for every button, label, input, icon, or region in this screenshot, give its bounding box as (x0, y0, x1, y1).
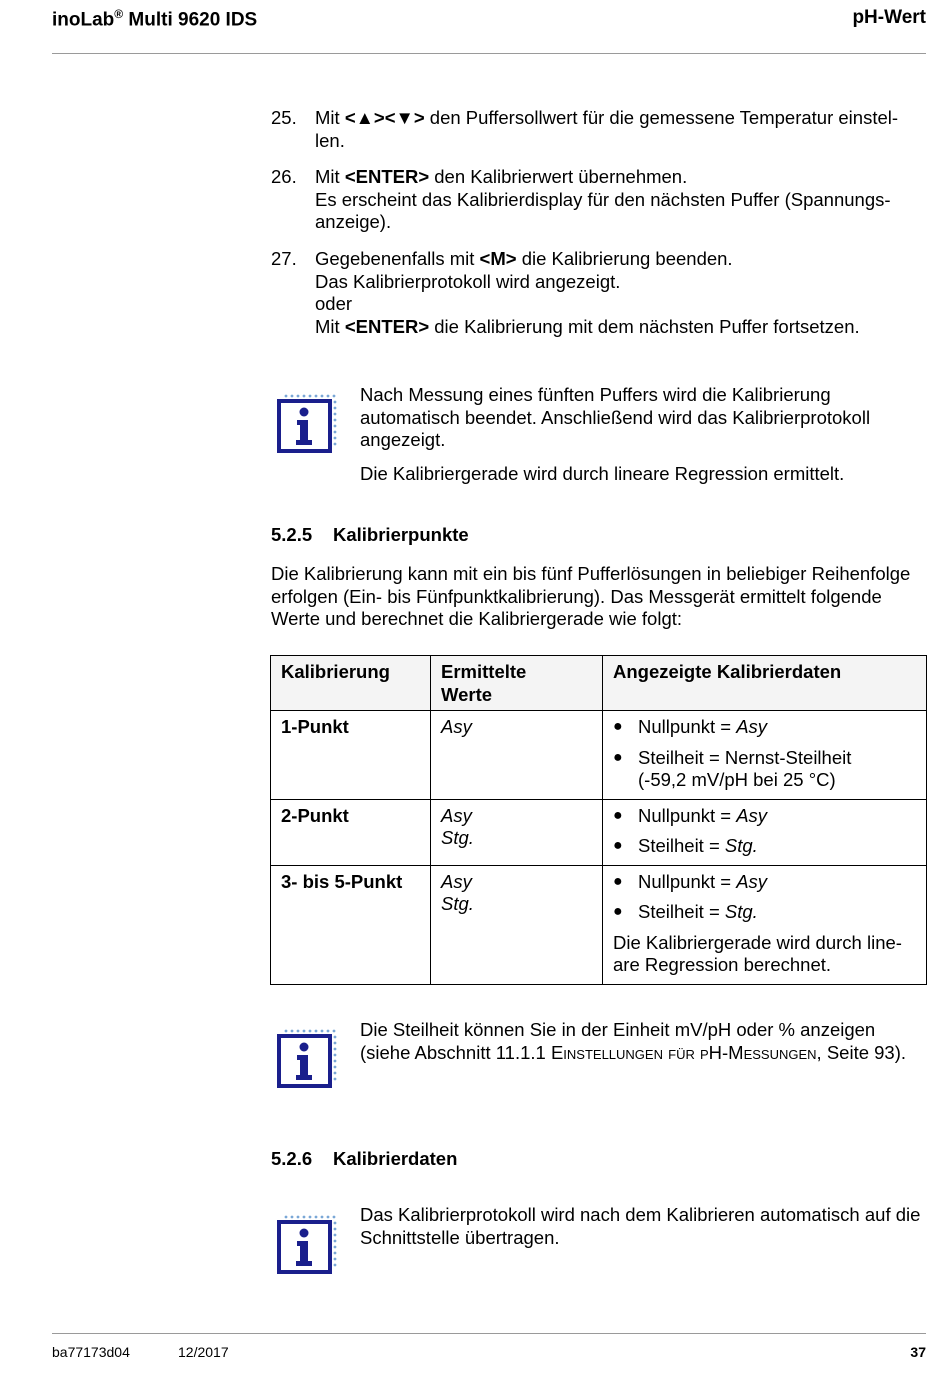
calibration-type: 2-Punkt (271, 799, 431, 865)
product-name: inoLab (52, 9, 115, 31)
info-note (360, 1019, 925, 1075)
note-text: , Seite 93). (816, 1041, 907, 1063)
section-heading (271, 1148, 457, 1170)
bullet-item (613, 716, 916, 739)
step-25 (271, 107, 921, 152)
bullet-value: Stg. (724, 901, 758, 922)
step-26 (271, 166, 921, 234)
calibration-type: 1-Punkt (271, 711, 431, 800)
column-header: Angezeigte Kalibrierdaten (603, 656, 927, 711)
registered-mark: ® (114, 7, 124, 21)
model-name: Multi 9620 IDS (123, 9, 258, 31)
bullet-item (613, 871, 916, 894)
step-27 (271, 248, 921, 338)
running-header-title (52, 7, 257, 31)
column-header: Ermittelte Werte (431, 656, 603, 711)
header-rule (52, 53, 926, 54)
note-paragraph: Nach Messung eines fünften Puffers wird die Kalibrierung automatisch beendet. Anschließend wird das Kalibrierprotokoll angezeigt. (360, 384, 871, 450)
note-paragraph (360, 1019, 925, 1064)
step-line: Mit <ENTER> die Kalibrierung mit dem nächsten Puffer fortsetzen. (315, 315, 860, 337)
step-line: anzeige). (315, 211, 392, 232)
paragraph-line: erfolgen (Ein- bis Fünfpunktkalibrierung). Das Messgerät ermittelt folgende (271, 585, 882, 607)
bullet-value: Asy (736, 804, 768, 826)
page-number: 37 (910, 1344, 926, 1360)
info-icon (276, 393, 338, 455)
step-line: len. (315, 129, 345, 151)
bullet-label: Steilheit = (638, 901, 725, 922)
bullet-value: Asy (736, 870, 768, 892)
bullet-label: Nullpunkt = (638, 870, 737, 892)
bullet-item: ● Steilheit = Nernst-Steilheit (-59,2 mV/pH bei 25 °C) (613, 747, 916, 792)
info-note (360, 384, 925, 496)
bullet-value: Stg. (724, 835, 758, 856)
cross-reference: Einstellungen für pH-Messungen (550, 1041, 817, 1063)
table-row (271, 799, 927, 865)
step-number: 25. (271, 107, 297, 128)
determined-values: Asy (431, 711, 603, 800)
section-number: 5.2.5 (271, 524, 313, 545)
section-title: Kalibrierpunkte (333, 524, 469, 545)
step-line: Mit <▲><▼> den Puffersollwert für die gemessene Temperatur einstel- (315, 107, 899, 128)
paragraph-line: Werte und berechnet die Kalibriergerade wie folgt: (271, 608, 683, 629)
step-line: oder (315, 293, 353, 314)
info-icon (276, 1028, 338, 1090)
note-text: Die Steilheit können Sie in der Einheit mV/pH oder % anzeigen (siehe Abschnitt 11.1.1 (360, 1019, 876, 1063)
step-line: Gegebenenfalls mit <M> die Kalibrierung beenden. (315, 248, 733, 269)
displayed-data (603, 865, 927, 984)
column-header: Kalibrierung (271, 656, 431, 711)
bullet-label: Steilheit = (638, 835, 725, 856)
section-heading (271, 524, 469, 546)
bullet-label: Nullpunkt = (638, 804, 737, 826)
note-paragraph: Die Kalibriergerade wird durch lineare Regression ermittelt. (360, 462, 845, 484)
running-header-section: pH-Wert (852, 7, 926, 28)
body-paragraph (271, 563, 931, 631)
displayed-data (603, 799, 927, 865)
table-row (271, 711, 927, 800)
note-paragraph: Das Kalibrierprotokoll wird nach dem Kalibrieren automatisch auf die Schnittstelle übertragen. (360, 1204, 921, 1248)
step-line: Das Kalibrierprotokoll wird angezeigt. (315, 270, 621, 292)
table-note: Die Kalibriergerade wird durch line- are Regression berechnet. (613, 931, 902, 975)
bullet-item (613, 805, 916, 828)
bullet-item (613, 835, 916, 858)
table-header-row (271, 656, 927, 711)
bullet-label: Nullpunkt = (638, 716, 737, 737)
bullet-item (613, 901, 916, 924)
info-icon (276, 1214, 338, 1276)
determined-values: Asy Stg. (431, 799, 603, 865)
step-line: Es erscheint das Kalibrierdisplay für den nächsten Puffer (Spannungs- (315, 188, 891, 210)
section-number: 5.2.6 (271, 1148, 313, 1169)
info-note (360, 1204, 925, 1260)
displayed-data (603, 711, 927, 800)
step-line: Mit <ENTER> den Kalibrierwert übernehmen. (315, 166, 688, 187)
footer-rule (52, 1333, 926, 1334)
document-id: ba77173d04 (52, 1344, 130, 1360)
section-title: Kalibrierdaten (333, 1148, 458, 1169)
document-date: 12/2017 (178, 1344, 229, 1360)
bullet-value: Asy (736, 716, 768, 737)
calibration-type: 3- bis 5-Punkt (271, 865, 431, 984)
step-number: 26. (271, 166, 297, 187)
paragraph-line: Die Kalibrierung kann mit ein bis fünf Pufferlösungen in beliebiger Reihenfolge (271, 563, 911, 584)
table-row (271, 865, 927, 984)
calibration-table (270, 655, 927, 985)
step-number: 27. (271, 248, 297, 269)
determined-values: Asy Stg. (431, 865, 603, 984)
